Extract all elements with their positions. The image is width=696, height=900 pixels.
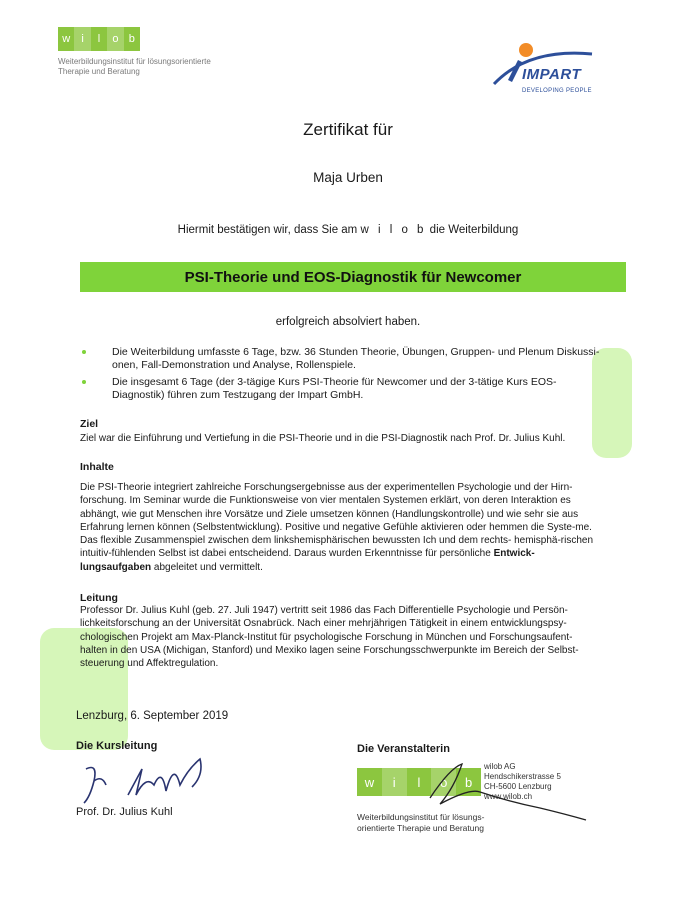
list-item (82, 346, 602, 372)
list-item (82, 376, 602, 402)
bullet-list (82, 346, 602, 406)
impart-name-text: MPART (526, 66, 582, 83)
address-line: Hendschikerstrasse 5 (484, 772, 561, 781)
leitung-heading: Leitung (80, 592, 118, 604)
ziel-text: Ziel war die Einführung und Vertiefung in die PSI-Theorie und in die PSI-Diagnostik nach Prof. Dr. Julius Kuhl. (80, 433, 566, 444)
logo-letter: o (107, 27, 123, 51)
inhalte-text-bold: Entwick-lungsaufgaben (80, 548, 535, 573)
logo-letter: w (357, 768, 382, 796)
inhalte-text (80, 481, 596, 574)
place-date: Lenzburg, 6. September 2019 (76, 710, 229, 722)
wilob-subtitle-line: Therapie und Beratung (58, 67, 140, 76)
logo-letter: w (58, 27, 74, 51)
impart-initial: I (522, 66, 527, 83)
logo-letter: l (407, 768, 432, 796)
logo-letter: i (74, 27, 90, 51)
impart-tagline: DEVELOPING PEOPLE (522, 88, 592, 94)
address-line: www.wilob.ch (484, 792, 533, 801)
logo-letter: o (431, 768, 456, 796)
intro-after: die Weiterbildung (429, 224, 519, 236)
address-line: wilob AG (484, 762, 516, 771)
course-title-bar (80, 262, 626, 292)
wilob-subtitle-line: Weiterbildungsinstitut für lösungsorientierte (58, 57, 211, 66)
intro-wilob: w i l o b (360, 224, 427, 236)
bullet-text: Die insgesamt 6 Tage (der 3-tägige Kurs PSI-Theorie für Newcomer und der 3-tätige Kurs EOS-Diagnostik) führen zum Testzugang der Impart GmbH. (112, 376, 557, 401)
address-line: CH-5600 Lenzburg (484, 782, 552, 791)
professor-name: Prof. Dr. Julius Kuhl (76, 806, 173, 818)
impart-name (522, 66, 581, 83)
signature-icon (76, 755, 216, 807)
veranstalterin-label: Die Veranstalterin (357, 743, 450, 755)
leitung-text: Professor Dr. Julius Kuhl (geb. 27. Juli 1947) vertritt seit 1986 das Fach Differentielle Psychologie und Persön-lichkeitsforschung an der Universität Osnabrück. Nach einer mehrjährigen Tätigkeit in einem entwicklungspsy-chologischen Projekt am Max-Planck-Institut für psychologische Forschung in München und Forschungsaufent-halten in den USA (Michigan, Stanford) und Mexiko lagen seine Forschungsschwerpunkte im Bereich der Selbst-steuerung und Affektregulation. (80, 605, 579, 670)
inhalte-text-main: Die PSI-Theorie integriert zahlreiche Forschungsergebnisse aus der experimentellen Psychologie und der Hirn-forschung. Im Seminar wurde die Funktionsweise von vier mentalen Systemen erklärt, von deren Interaktion es abhängt, wie gut Menschen ihre Vorsätze und Ziele umsetzen können (Handlungskontrolle) und wie sehr sie aus Erfahrung lernen können (Selbstentwicklung). Positive und negative Gefühle aktivieren oder hemmen die Syste-me. Das flexible Zusammenspiel zwischen dem linkshemisphärischen bewussten Ich und dem rechts- hemisphä-rischen intuitiv-fühlenden Selbst ist dabei entscheidend. Daraus wurden Erkenntnisse für persönliche (80, 482, 594, 560)
bullet-text: Die Weiterbildung umfasste 6 Tage, bzw. 36 Stunden Theorie, Übungen, Gruppen- und Plenum Diskussi-onen, Fall-Demonstration und Analyse, Rollenspiele. (112, 346, 600, 371)
kursleitung-label: Die Kursleitung (76, 740, 158, 752)
bullet-icon (82, 380, 86, 384)
organizer-subtitle-line: orientierte Therapie und Beratung (357, 823, 484, 833)
ziel-heading: Ziel (80, 418, 99, 430)
logo-letter: b (456, 768, 481, 796)
course-title: PSI-Theorie und EOS-Diagnostik für Newcomer (184, 268, 522, 286)
inhalte-heading: Inhalte (80, 461, 114, 473)
completed-line: erfolgreich absolviert haben. (275, 316, 421, 328)
bullet-icon (82, 350, 86, 354)
wilob-logo (58, 27, 140, 51)
wilob-subtitle (58, 57, 248, 77)
recipient-name: Maja Urben (313, 170, 383, 185)
organizer-subtitle (357, 812, 537, 834)
logo-letter: i (382, 768, 407, 796)
inhalte-text-end: abgeleitet und vermittelt. (153, 561, 263, 573)
intro-before: Hiermit bestätigen wir, dass Sie am (177, 224, 358, 236)
logo-letter: b (124, 27, 140, 51)
certificate-title: Zertifikat für (303, 120, 393, 139)
organizer-subtitle-line: Weiterbildungsinstitut für lösungs- (357, 812, 485, 822)
logo-letter: l (91, 27, 107, 51)
intro-line (0, 224, 696, 236)
